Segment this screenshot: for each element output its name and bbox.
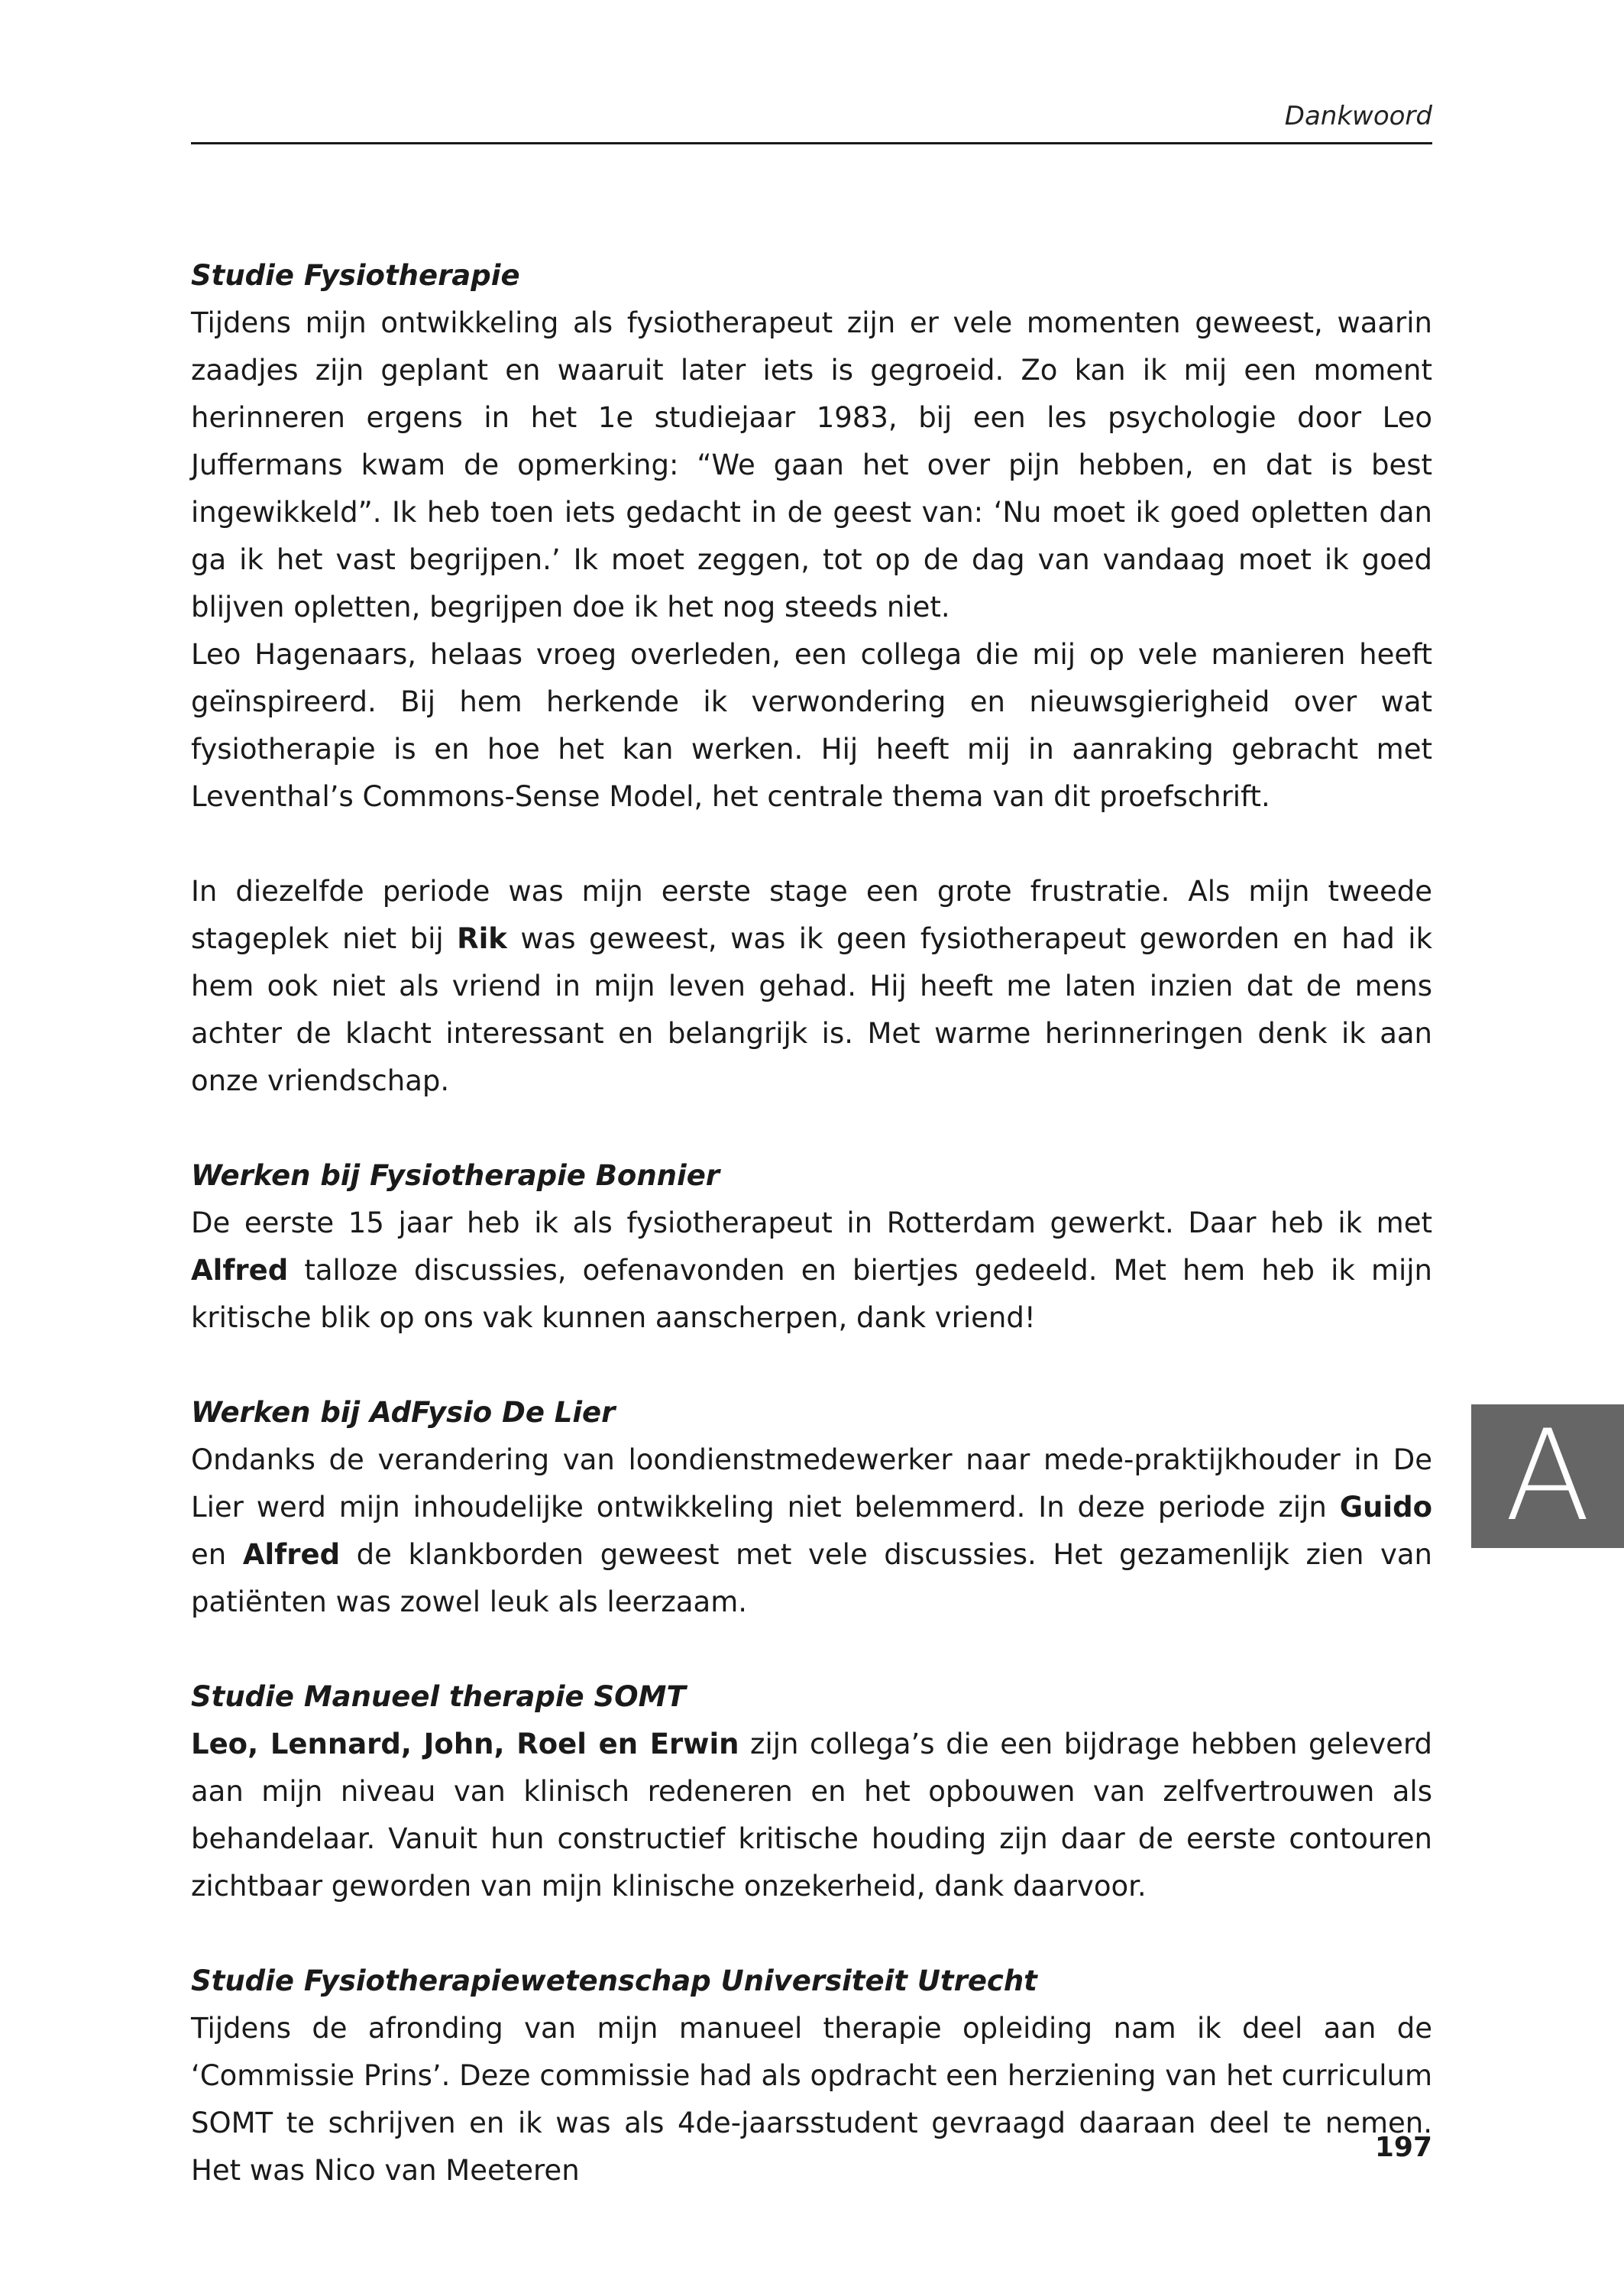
- text-run: de klankborden geweest met vele discussies. Het gezamenlijk zien van patiënten was zowel leuk als leerzaam.: [191, 1538, 1432, 1618]
- text-run: en: [191, 1538, 243, 1571]
- section-heading-utrecht: Studie Fysiotherapiewetenschap Universiteit Utrecht: [191, 1964, 1037, 1997]
- paragraph: Tijdens mijn ontwikkeling als fysiotherapeut zijn er vele momenten geweest, waarin zaadjes zijn geplant en waaruit later iets is gegroeid. Zo kan ik mij een moment herinneren ergens in het 1e studiejaar 1983, bij een les psychologie door Leo Juffermans kwam de opmerking: “We gaan het over pijn hebben, en dat is best ingewikkeld”. Ik heb toen iets gedacht in de geest van: ‘Nu moet ik goed opletten dan ga ik het vast begrijpen.’ Ik moet zeggen, tot op de dag van vandaag moet ik goed blijven opletten, begrijpen doe ik het nog steeds niet.: [191, 306, 1432, 623]
- paragraph: [191, 868, 1432, 1105]
- header-rule: [191, 142, 1432, 144]
- paragraph: [191, 1200, 1432, 1342]
- paragraph-gap: [191, 1626, 1432, 1673]
- text-run: talloze discussies, oefenavonden en biertjes gedeeld. Met hem heb ik mijn kritische blik op ons vak kunnen aanscherpen, dank vriend!: [191, 1254, 1432, 1334]
- paragraph-gap: [191, 1910, 1432, 1958]
- bold-name: Alfred: [191, 1254, 289, 1287]
- section-heading-adfysio: Werken bij AdFysio De Lier: [191, 1396, 616, 1429]
- paragraph: [191, 1436, 1432, 1626]
- section-heading-somt: Studie Manueel therapie SOMT: [191, 1680, 686, 1713]
- paragraph-gap: [191, 821, 1432, 868]
- bold-name: Rik: [457, 922, 507, 955]
- paragraph-gap: [191, 1105, 1432, 1152]
- text-run: Ondanks de verandering van loondienstmedewerker naar mede-praktijkhouder in De Lier werd mijn inhoudelijke ontwikkeling niet belemmerd. In deze periode zijn: [191, 1443, 1432, 1524]
- section-heading-bonnier: Werken bij Fysiotherapie Bonnier: [191, 1159, 720, 1192]
- bold-names: Leo, Lennard, John, Roel en Erwin: [191, 1728, 739, 1760]
- text-run: In diezelfde periode was mijn eerste stage een grote frustratie. Als mijn tweede stageplek niet bij: [191, 875, 1432, 955]
- bold-name: Guido: [1339, 1491, 1432, 1524]
- paragraph: [191, 1721, 1432, 1910]
- page-number: 197: [1374, 2132, 1432, 2163]
- text-run: zijn collega’s die een bijdrage hebben geleverd aan mijn niveau van klinisch redeneren en het opbouwen van zelfvertrouwen als behandelaar. Vanuit hun constructief kritische houding zijn daar de eerste contouren zichtbaar geworden van mijn klinische onzekerheid, dank daarvoor.: [191, 1728, 1432, 1903]
- paragraph: Leo Hagenaars, helaas vroeg overleden, een collega die mij op vele manieren heeft geïnspireerd. Bij hem herkende ik verwondering en nieuwsgierigheid over wat fysiotherapie is en hoe het kan werken. Hij heeft mij in aanraking gebracht met Leventhal’s Commons-Sense Model, het centrale thema van dit proefschrift.: [191, 638, 1432, 813]
- paragraph: Tijdens de afronding van mijn manueel therapie opleiding nam ik deel aan de ‘Commissie Prins’. Deze commissie had als opdracht een herziening van het curriculum SOMT te schrijven en ik was als 4de-jaarsstudent gevraagd daaraan deel te nemen. Het was Nico van Meeteren: [191, 2012, 1432, 2187]
- text-run: De eerste 15 jaar heb ik als fysiotherapeut in Rotterdam gewerkt. Daar heb ik met: [191, 1206, 1432, 1239]
- running-head-title: Dankwoord: [1284, 101, 1432, 131]
- paragraph-gap: [191, 1342, 1432, 1389]
- bold-name: Alfred: [242, 1538, 341, 1571]
- chapter-thumb-tab: A: [1471, 1404, 1624, 1548]
- page-body: [191, 252, 1432, 2194]
- text-run: was geweest, was ik geen fysiotherapeut geworden en had ik hem ook niet als vriend in mijn leven gehad. Hij heeft me laten inzien dat de mens achter de klacht interessant en belangrijk is. Met warme herinneringen denk ik aan onze vriendschap.: [191, 922, 1432, 1097]
- section-heading-studie-fysiotherapie: Studie Fysiotherapie: [191, 259, 520, 292]
